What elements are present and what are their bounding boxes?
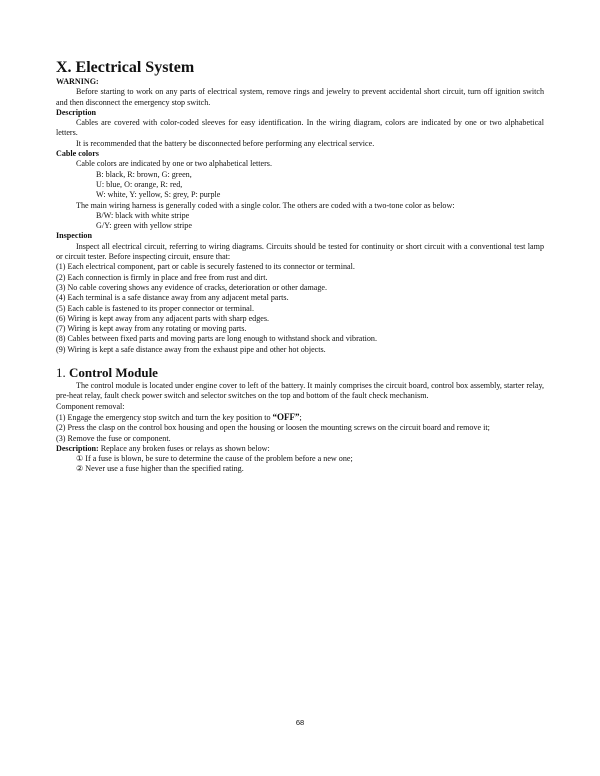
cable-colors-heading: Cable colors	[56, 149, 99, 159]
list-item: (1) Each electrical component, part or cable is securely fastened to its connector or terminal.	[56, 262, 355, 272]
description-paragraph-2: It is recommended that the battery be disconnected before performing any electrical service.	[76, 138, 375, 148]
section-number: 1.	[56, 365, 66, 381]
description-text: Replace any broken fuses or relays as shown below:	[98, 443, 270, 453]
description-label: Description:	[56, 443, 99, 453]
warning-heading: WARNING:	[56, 77, 99, 86]
removal-label: Component removal:	[56, 401, 125, 411]
warning-text: Before starting to work on any parts of electrical system, remove rings and jewelry to prevent accidental short circuit, turn off ignition switch and then disconnect the emergency stop switch.	[56, 87, 544, 107]
step-text: (1) Engage the emergency stop switch and turn the key position to	[56, 412, 273, 422]
section-heading	[56, 364, 544, 381]
list-item: (6) Wiring is kept away from any adjacent parts with sharp edges.	[56, 313, 270, 323]
inspection-intro: Inspect all electrical circuit, referring to wiring diagrams. Circuits should be tested for continuity or short circuit with a conventional test lamp or circuit tester. Before inspecting circuit, ensure that:	[56, 241, 544, 262]
color-code-line: W: white, Y: yellow, S: grey, P: purple	[96, 190, 221, 200]
off-position: “OFF”	[272, 411, 300, 422]
note-item: ① If a fuse is blown, be sure to determine the cause of the problem before a new one;	[76, 454, 353, 464]
description-heading: Description	[56, 107, 97, 117]
inspection-heading: Inspection	[56, 231, 92, 241]
list-item: (5) Each cable is fastened to its proper connector or terminal.	[56, 303, 254, 313]
description-line	[56, 444, 544, 454]
list-item: (8) Cables between fixed parts and moving parts are long enough to withstand shock and vibration.	[56, 334, 377, 344]
removal-step-3: (3) Remove the fuse or component.	[56, 433, 171, 443]
document-page	[56, 58, 544, 475]
step-text-end: ;	[299, 412, 302, 422]
list-item: (3) No cable covering shows any evidence of cracks, deterioration or other damage.	[56, 282, 328, 292]
removal-step-1	[56, 412, 544, 423]
inspection-list	[56, 262, 544, 355]
list-item: (4) Each terminal is a safe distance away from any adjacent metal parts.	[56, 293, 289, 303]
removal-step-2: (2) Press the clasp on the control box housing and open the housing or loosen the mounting screws on the circuit board and remove it;	[56, 423, 490, 433]
list-item: (2) Each connection is firmly in place and free from rust and dirt.	[56, 272, 268, 282]
cable-colors-intro: Cable colors are indicated by one or two alphabetical letters.	[76, 159, 272, 169]
page-number: 68	[295, 718, 305, 727]
control-module-intro: The control module is located under engine cover to left of the battery. It mainly comprises the circuit board, control box assembly, starter relay, pre-heat relay, fault check power switch and selector switches on the top and bottom of the fault check mechanism.	[56, 381, 544, 401]
section-title: Control Module	[69, 365, 158, 381]
list-item: (7) Wiring is kept away from any rotating or moving parts.	[56, 324, 247, 334]
two-tone-text: The main wiring harness is generally coded with a single color. The others are coded with a two-tone color as below:	[76, 200, 455, 210]
color-code-line: U: blue, O: orange, R: red,	[96, 179, 183, 189]
page-title: X. Electrical System	[56, 59, 195, 76]
description-paragraph-1: Cables are covered with color-coded sleeves for easy identification. In the wiring diagram, colors are indicated by one or two alphabetical letters.	[56, 118, 544, 138]
list-item: (9) Wiring is kept a safe distance away from the exhaust pipe and other hot objects.	[56, 344, 326, 354]
color-code-line: B: black, R: brown, G: green,	[96, 169, 192, 179]
two-tone-code: G/Y: green with yellow stripe	[96, 221, 192, 231]
note-item: ② Never use a fuse higher than the specified rating.	[76, 464, 244, 474]
two-tone-code: B/W: black with white stripe	[96, 210, 190, 220]
